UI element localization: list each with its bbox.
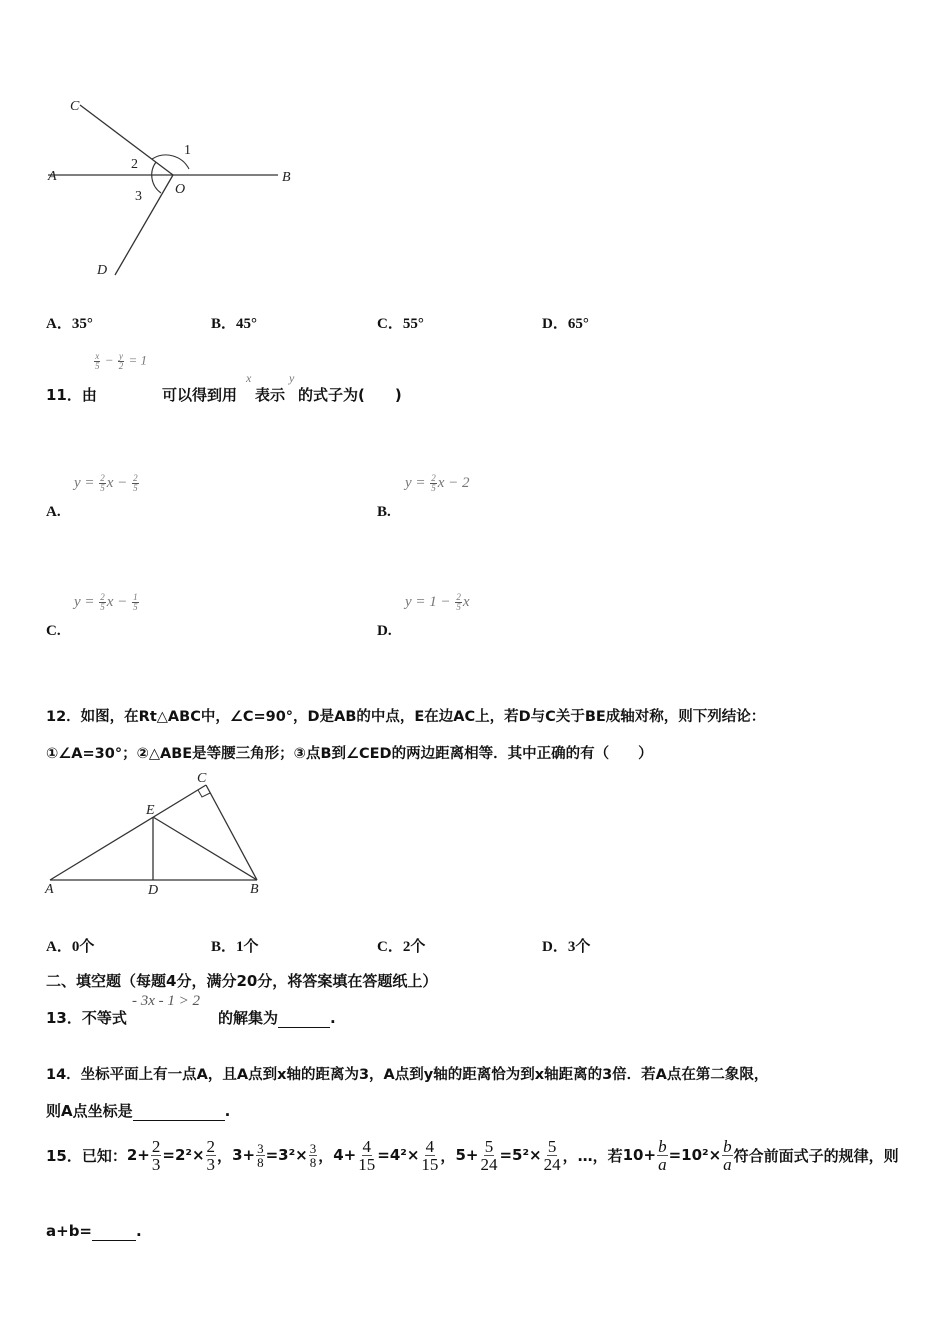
q12-option-c: C．2个 [377, 939, 426, 955]
q11-given-equation: $\frac{x}{5}$ − $\frac{y}{2}$ = 1 [95, 351, 148, 371]
label-B: B [250, 882, 259, 897]
q11-option-a-label: A. [46, 504, 61, 520]
q12-option-d: D．3个 [542, 939, 591, 955]
q12-stem-line2: ①∠A=30°；②△ABE是等腰三角形；③点B到∠CED的两边距离相等．其中正确的有（ ） [46, 746, 653, 762]
label-A: A [48, 169, 57, 184]
q12-stem-line1: 12．如图，在Rt△ABC中，∠C=90°，D是AB的中点，E在边AC上，若D与C关于BE成轴对称，则下列结论： [46, 709, 766, 725]
q10-option-d: D．65° [542, 316, 589, 332]
q11-stem-tail: 的式子为( ) [298, 386, 402, 404]
q11-option-d-label: D. [377, 623, 392, 639]
label-E: E [146, 803, 155, 818]
q11-option-d-formula: y = 1 − $\frac{2}{5}$ x [405, 592, 470, 612]
right-angle-mark [198, 790, 210, 797]
q11-var-y: y [289, 371, 295, 385]
q11-number: 11．由 [46, 386, 97, 404]
q11-option-c-formula: y = $\frac{2}{5}$ x − $\frac{1}{5}$ [74, 592, 138, 612]
q15-stem-line1: 15．已知： 2+ $\frac{2}{3}$ =2²× $\frac{2}{3}$ ， 3+ $\frac{3}{8}$ =3²× $\frac{3}{8}$ ， 4+ $\frac{4}{15}$ =4²× $\frac{4}{15}$ ， 5+ $\frac{5}{24}$ =5²× $\frac{5}{24}$ ，…，若 10+ $\frac{b}{a}$ =10²× $\frac{b}{a}$ 符合前面式子的规律，则 [46, 1136, 899, 1174]
q15-answer-blank [92, 1222, 136, 1241]
label-angle-1: 1 [184, 143, 191, 158]
q13-pre: 13．不等式 [46, 1009, 127, 1027]
q13-post: 的解集为 . [218, 1009, 336, 1027]
label-angle-2: 2 [131, 157, 138, 172]
label-angle-3: 3 [135, 189, 142, 204]
q10-option-b: B．45° [211, 316, 258, 332]
q14-stem-line1: 14．坐标平面上有一点A，且A点到x轴的距离为3，A点到y轴的距离恰为到x轴距离的3倍．若A点在第二象限， [46, 1067, 769, 1083]
angle-23-arc [152, 162, 161, 193]
q10-option-c: C．55° [377, 316, 424, 332]
q12-option-a: A．0个 [46, 939, 95, 955]
label-C: C [70, 99, 80, 114]
q11-option-b-label: B. [377, 504, 391, 520]
segment-CB [206, 785, 257, 880]
triangle-figure [40, 765, 280, 900]
q11-option-c-label: C. [46, 623, 61, 639]
label-D: D [97, 263, 108, 278]
label-O: O [175, 182, 186, 197]
ray-OC [80, 105, 173, 175]
q11-stem-show: 表示 [255, 386, 286, 404]
label-D: D [148, 883, 159, 898]
q12-option-b: B．1个 [211, 939, 259, 955]
q14-stem-line2: 则A点坐标是 . [46, 1102, 231, 1120]
segment-AC [50, 785, 206, 880]
segment-EB [153, 817, 257, 880]
section-2-heading: 二、填空题（每题4分，满分20分，将答案填在答题纸上） [46, 972, 438, 990]
label-A: A [45, 882, 54, 897]
q10-option-a: A．35° [46, 316, 93, 332]
q13-inequality: - 3x - 1 > 2 [132, 993, 201, 1009]
q11-option-a-formula: y = $\frac{2}{5}$ x − $\frac{2}{5}$ [74, 473, 138, 493]
q11-stem-mid: 可以得到用 [162, 386, 238, 404]
q15-stem-line2: a+b= . [46, 1222, 142, 1240]
q13-answer-blank [278, 1009, 330, 1028]
q11-var-x: x [246, 371, 252, 385]
angle-figure [40, 90, 310, 290]
label-C: C [197, 771, 207, 786]
q11-option-b-formula: y = $\frac{2}{5}$ x − 2 [405, 473, 470, 493]
label-B: B [282, 170, 291, 185]
q14-answer-blank [133, 1102, 225, 1121]
ray-OD [115, 175, 173, 275]
